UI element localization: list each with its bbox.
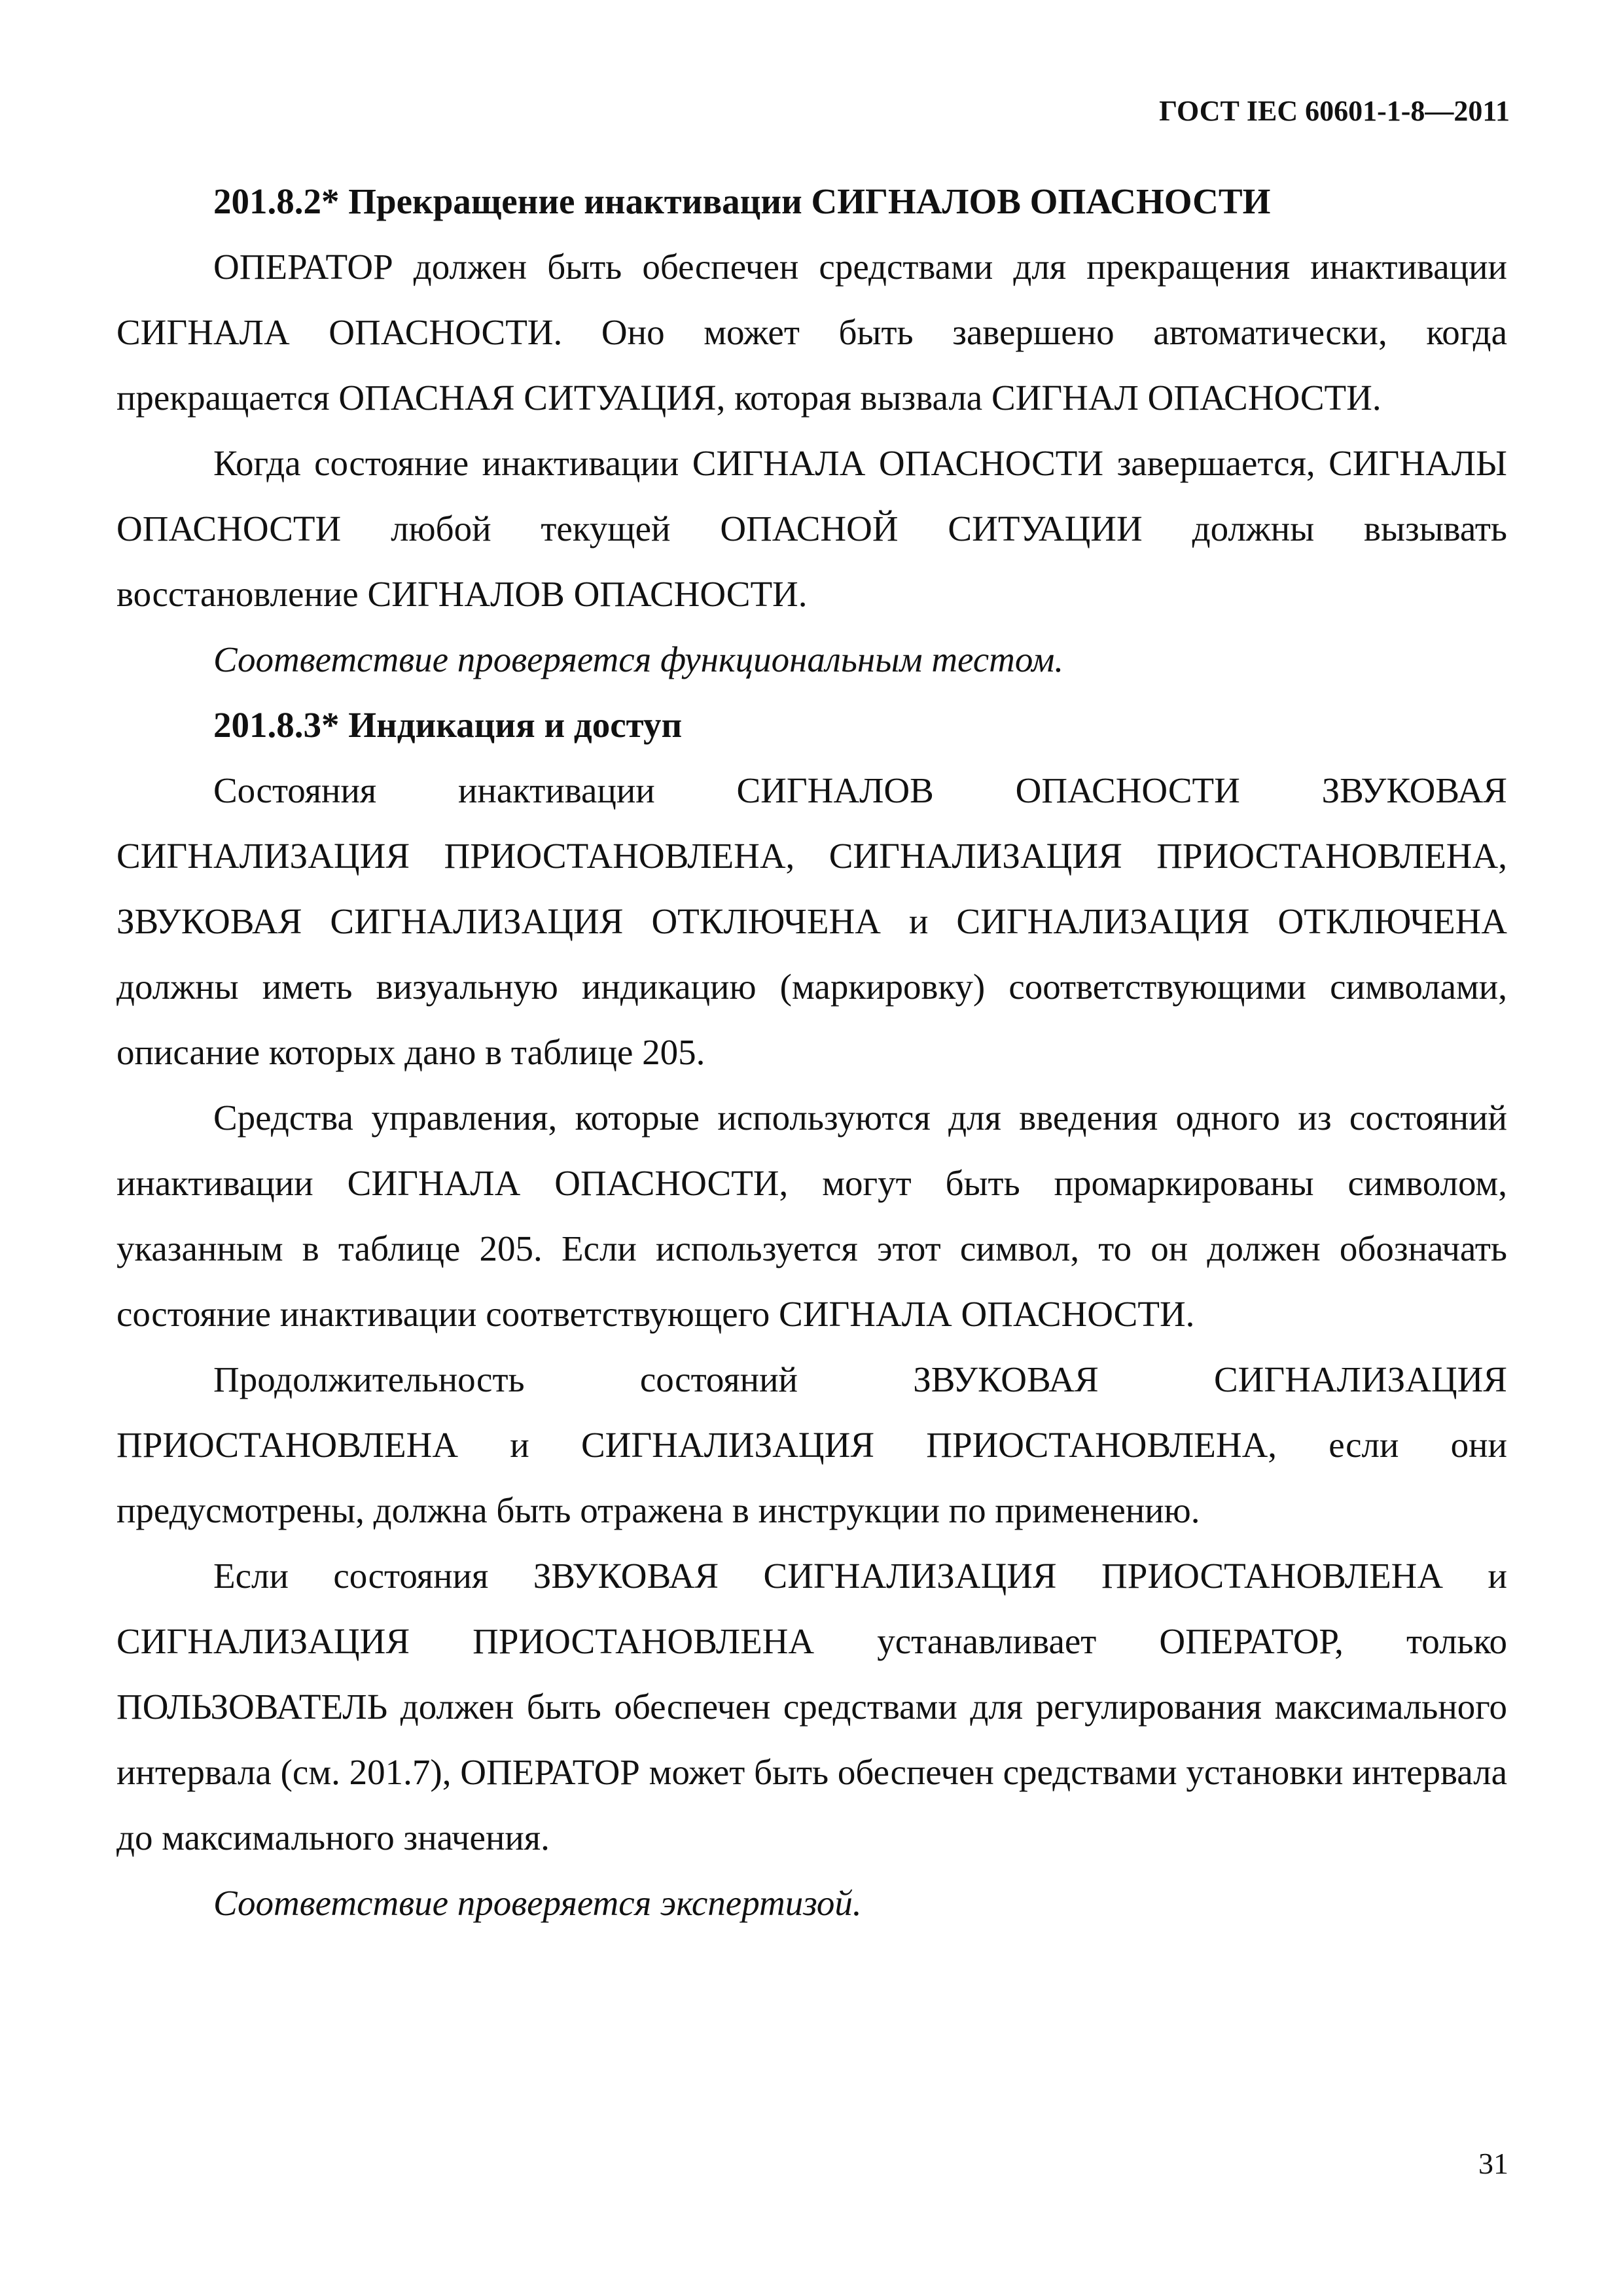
document-body <box>116 169 1507 1936</box>
compliance-note: Соответствие проверяется экспертизой. <box>213 1883 862 1923</box>
compliance-note: Соответствие проверяется функциональным тестом. <box>213 639 1064 679</box>
paragraph: Средства управления, которые используются для введения одного из состояний инактивации СИГНАЛА ОПАСНОСТИ, могут быть промаркированы символом, указанным в таблице 205. Если используется этот символ, то он должен обозначать состояние инактивации соответствующего СИГНАЛА ОПАСНОСТИ. <box>116 1098 1507 1334</box>
paragraph: Продолжительность состояний ЗВУКОВАЯ СИГНАЛИЗАЦИЯ ПРИОСТАНОВЛЕНА и СИГНАЛИЗАЦИЯ ПРИОСТАНОВЛЕНА, если они предусмотрены, должна быть отражена в инструкции по применению. <box>116 1359 1507 1530</box>
page-number: 31 <box>1478 2147 1508 2180</box>
section-201-8-2 <box>116 169 1507 692</box>
paragraph: ОПЕРАТОР должен быть обеспечен средствами для прекращения инактивации СИГНАЛА ОПАСНОСТИ. Оно может быть завершено автоматически, когда прекращается ОПАСНАЯ СИТУАЦИЯ, которая вызвала СИГНАЛ ОПАСНОСТИ. <box>116 247 1507 418</box>
paragraph: Состояния инактивации СИГНАЛОВ ОПАСНОСТИ ЗВУКОВАЯ СИГНАЛИЗАЦИЯ ПРИОСТАНОВЛЕНА, СИГНАЛИЗАЦИЯ ПРИОСТАНОВЛЕНА, ЗВУКОВАЯ СИГНАЛИЗАЦИЯ ОТКЛЮЧЕНА и СИГНАЛИЗАЦИЯ ОТКЛЮЧЕНА должны иметь визуальную индикацию (маркировку) соответствующими символами, описание которых дано в таблице 205. <box>116 770 1507 1072</box>
paragraph: Если состояния ЗВУКОВАЯ СИГНАЛИЗАЦИЯ ПРИОСТАНОВЛЕНА и СИГНАЛИЗАЦИЯ ПРИОСТАНОВЛЕНА устанавливает ОПЕРАТОР, только ПОЛЬЗОВАТЕЛЬ должен быть обеспечен средствами для регулирования максимального интервала (см. 201.7), ОПЕРАТОР может быть обеспечен средствами установки интервала до максимального значения. <box>116 1556 1507 1857</box>
paragraph: Когда состояние инактивации СИГНАЛА ОПАСНОСТИ завершается, СИГНАЛЫ ОПАСНОСТИ любой текущей ОПАСНОЙ СИТУАЦИИ должны вызывать восстановление СИГНАЛОВ ОПАСНОСТИ. <box>116 443 1507 614</box>
section-201-8-3 <box>116 692 1507 1936</box>
section-heading: 201.8.2* Прекращение инактивации СИГНАЛОВ ОПАСНОСТИ <box>213 181 1271 221</box>
section-heading: 201.8.3* Индикация и доступ <box>213 705 683 745</box>
standard-header: ГОСТ IEC 60601-1-8—2011 <box>1159 95 1510 127</box>
